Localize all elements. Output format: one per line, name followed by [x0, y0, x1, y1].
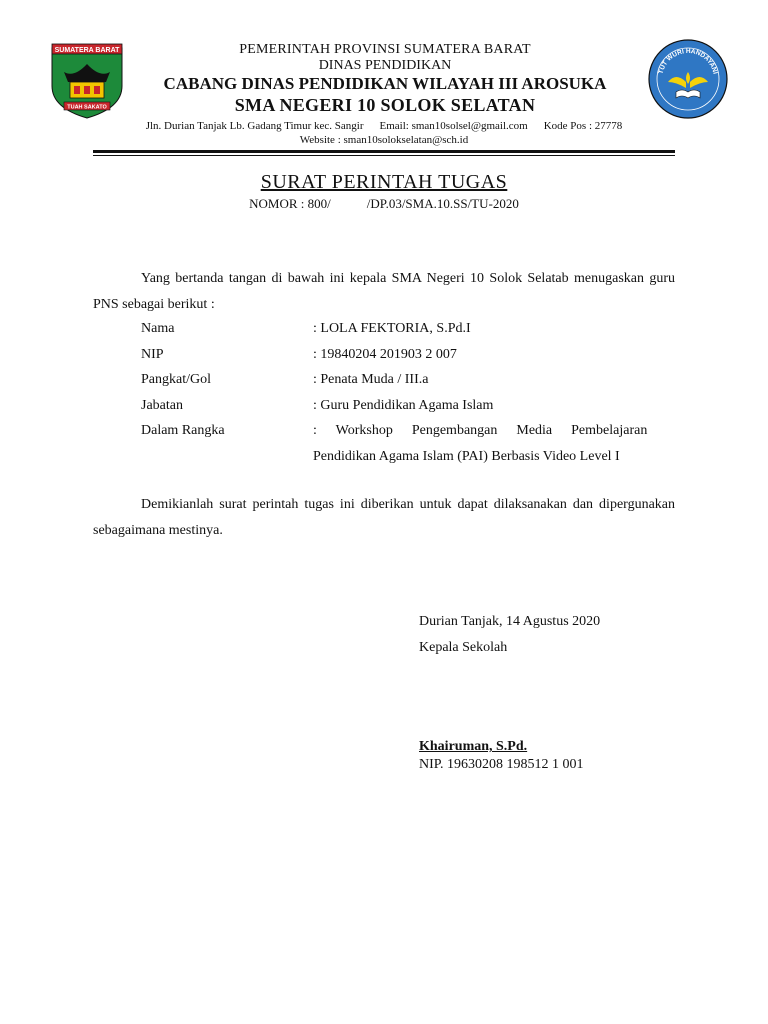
school-email: Email: sman10solsel@gmail.com [379, 120, 528, 132]
field-value-nama: : LOLA FEKTORIA, S.Pd.I [313, 321, 471, 336]
school-website: Website : sman10solokselatan@sch.id [299, 134, 469, 146]
department-name: DINAS PENDIDIKAN [318, 58, 452, 73]
government-name: PEMERINTAH PROVINSI SUMATERA BARAT [239, 42, 531, 57]
letterhead-divider-thin [93, 155, 675, 156]
field-label-nip: NIP [141, 346, 164, 362]
closing-text: Demikianlah surat perintah tugas ini diberikan untuk dapat dilaksanakan dan dipergunakan sebagaimana mestinya. [93, 497, 675, 538]
field-label-pangkat: Pangkat/Gol [141, 372, 211, 387]
field-row [141, 367, 675, 393]
closing-paragraph [93, 492, 675, 544]
signer-position: Kepala Sekolah [419, 640, 508, 655]
school-name: SMA NEGERI 10 SOLOK SELATAN [234, 95, 536, 115]
field-value-nip: : 19840204 201903 2 007 [313, 346, 457, 362]
field-value-dalam-rangka: : Workshop Pengembangan Media Pembelajaran [313, 423, 648, 438]
letterhead [130, 42, 640, 116]
opening-paragraph [93, 266, 675, 318]
tutwuri-motto: TUT WURI HANDAYANI [657, 47, 719, 75]
letterhead-contact [93, 119, 675, 147]
branch-office-name: CABANG DINAS PENDIDIKAN WILAYAH III AROSUKA [163, 74, 607, 93]
field-row [141, 418, 675, 469]
signer-name: Khairuman, S.Pd. [419, 739, 528, 754]
field-label-jabatan: Jabatan [141, 397, 183, 413]
field-value-dalam-rangka-continued: Pendidikan Agama Islam (PAI) Berbasis Video Level I [313, 448, 620, 464]
tut-wuri-handayani-icon [646, 38, 730, 120]
field-value-jabatan: : Guru Pendidikan Agama Islam [313, 397, 494, 413]
place-date: Durian Tanjak, 14 Agustus 2020 [419, 614, 601, 629]
crest-banner-bottom: TUAH SAKATO [67, 104, 107, 111]
field-label-dalam-rangka: Dalam Rangka [141, 423, 225, 438]
letter-number-prefix: NOMOR : 800/ [249, 196, 331, 211]
signature-block [419, 609, 600, 661]
sumatera-barat-crest-icon [50, 42, 124, 120]
letter-title: SURAT PERINTAH TUGAS [260, 171, 508, 193]
signer-nip: NIP. 19630208 198512 1 001 [419, 757, 584, 772]
field-row [141, 316, 675, 342]
field-label-nama: Nama [141, 321, 175, 336]
assignee-details [141, 316, 675, 469]
school-postcode: Kode Pos : 27778 [543, 120, 623, 132]
field-row [141, 393, 675, 419]
letter-number [0, 196, 768, 212]
letter-number-suffix: /DP.03/SMA.10.SS/TU-2020 [366, 196, 519, 211]
field-value-pangkat: : Penata Muda / III.a [313, 372, 429, 387]
letterhead-divider-thick [93, 150, 675, 153]
school-address: Jln. Durian Tanjak Lb. Gadang Timur kec. Sangir [145, 120, 364, 132]
opening-text: Yang bertanda tangan di bawah ini kepala SMA Negeri 10 Solok Selatab menugaskan guru PNS sebagai berikut : [93, 271, 675, 312]
signer [419, 738, 584, 774]
field-row [141, 342, 675, 368]
crest-banner-top: SUMATERA BARAT [54, 47, 120, 54]
